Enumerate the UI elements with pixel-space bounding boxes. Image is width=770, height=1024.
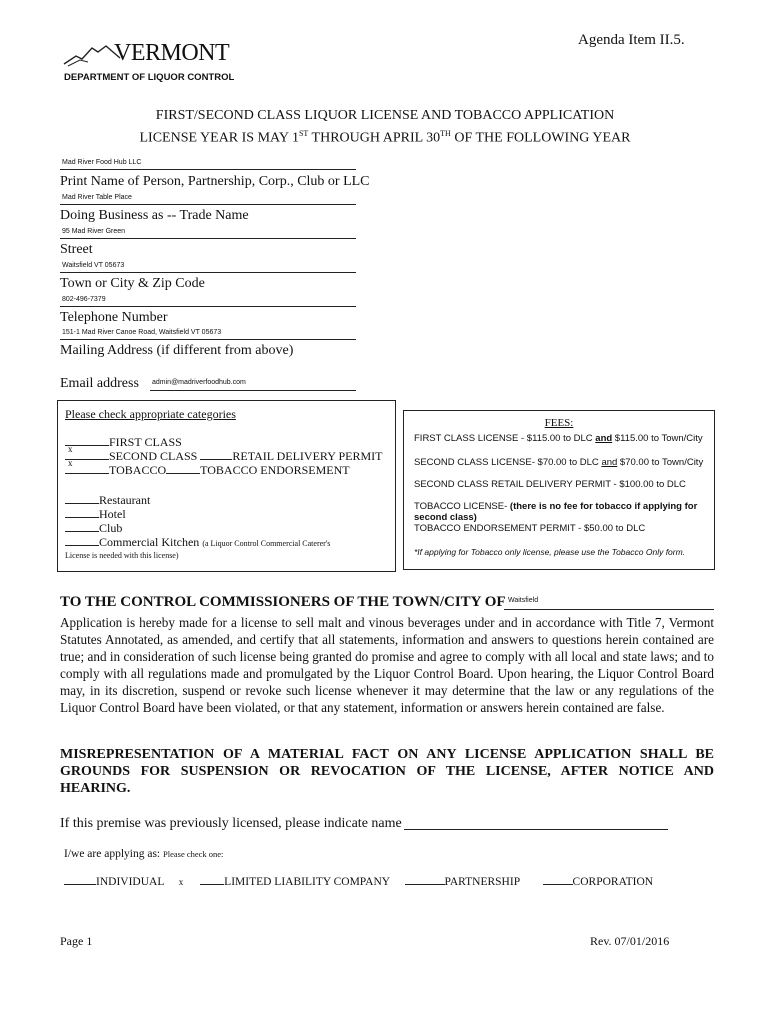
second-class-check[interactable]: x SECOND CLASS RETAIL DELIVERY PERMIT xyxy=(65,449,383,464)
email-label: Email address xyxy=(60,376,139,391)
form-title xyxy=(0,107,770,148)
fee-second-class: SECOND CLASS LICENSE- $70.00 to DLC and $70.00 to Town/City xyxy=(414,457,704,468)
fee-tobacco-endorsement: TOBACCO ENDORSEMENT PERMIT - $50.00 to DLC xyxy=(414,523,646,534)
llc-label: LIMITED LIABILITY COMPANY xyxy=(224,876,390,888)
title-line-2: LICENSE YEAR IS MAY 1ST THROUGH APRIL 30TH OF THE FOLLOWING YEAR xyxy=(139,129,631,146)
agenda-item: Agenda Item II.5. xyxy=(578,32,685,48)
misrepresentation-warning: MISREPRESENTATION OF A MATERIAL FACT ON ANY LICENSE APPLICATION SHALL BE GROUNDS FOR SUSPENSION OR REVOCATION OF THE LICENSE, AFTER NOTICE AND HEARING. xyxy=(60,747,714,796)
hotel-check[interactable] xyxy=(65,507,126,522)
department-name: DEPARTMENT OF LIQUOR CONTROL xyxy=(64,72,235,83)
tobacco-label: TOBACCO xyxy=(109,463,167,477)
retail-delivery-check[interactable] xyxy=(200,459,232,460)
field-label-telephone: Telephone Number xyxy=(60,310,168,325)
tobacco-check[interactable] xyxy=(65,463,350,478)
logo-wordmark: VERMONT xyxy=(114,40,230,66)
hotel-label: Hotel xyxy=(99,507,126,521)
field-label-street: Street xyxy=(60,242,93,257)
entity-options xyxy=(64,876,714,888)
field-value-town-zip[interactable]: Waitsfield VT 05673 xyxy=(62,262,125,269)
partnership-label: PARTNERSHIP xyxy=(444,876,520,888)
field-label-name: Print Name of Person, Partnership, Corp., Club or LLC xyxy=(60,174,370,189)
retail-delivery-label: RETAIL DELIVERY PERMIT xyxy=(232,449,383,463)
field-label-town-zip: Town or City & Zip Code xyxy=(60,276,205,291)
llc-mark: x xyxy=(178,877,184,887)
field-label-mailing: Mailing Address (if different from above) xyxy=(60,343,294,358)
first-class-check[interactable]: x FIRST CLASS xyxy=(65,435,182,450)
corporation-label: CORPORATION xyxy=(572,876,654,888)
club-label: Club xyxy=(99,521,123,535)
fee-first-class: FIRST CLASS LICENSE - $115.00 to DLC and $115.00 to Town/City xyxy=(414,433,703,444)
categories-box xyxy=(57,400,396,572)
club-check[interactable] xyxy=(65,521,122,536)
fee-tobacco: TOBACCO LICENSE- (there is no fee for tobacco if applying for second class) xyxy=(414,501,698,523)
individual-label: INDIVIDUAL xyxy=(96,876,164,888)
applying-as-label: I/we are applying as: Please check one: xyxy=(64,848,224,860)
commercial-kitchen-note: (a Liquor Control Commercial Caterer's xyxy=(202,539,331,548)
corporation-check[interactable] xyxy=(543,884,573,885)
tobacco-endorsement-label: TOBACCO ENDORSEMENT xyxy=(200,463,350,477)
application-statement: Application is hereby made for a license to sell malt and vinous beverages under and in accordance with Title 7, Vermont Statutes Annotated, as amended, and certify that all statements, information and answers to questions herein contained are true; and in consideration of such license being granted do promise and agree to comply with all local and state laws; and to comply with all regulations made and promulgated by the Liquor Control Board. Upon hearing, the Liquor Control Board may, in its discretion, suspend or revoke such license whenever it may determine that the law or any regulations of the Liquor Control Board have been violated, or that any statement, information or answers herein contained are false. xyxy=(60,615,714,715)
fee-note: *If applying for Tobacco only license, please use the Tobacco Only form. xyxy=(414,547,686,557)
field-value-telephone[interactable]: 802-496-7379 xyxy=(62,296,106,303)
town-value[interactable]: Waitsfield xyxy=(508,597,539,604)
individual-check[interactable] xyxy=(64,884,96,885)
field-value-mailing[interactable]: 151-1 Mad River Canoe Road, Waitsfield VT 05673 xyxy=(62,329,222,336)
fees-heading: FEES: xyxy=(544,417,574,429)
mountain-icon xyxy=(62,42,122,68)
previous-license-label: If this premise was previously licensed, please indicate name xyxy=(60,816,402,831)
commercial-kitchen-note-2: License is needed with this license) xyxy=(65,551,179,560)
previous-license-input[interactable] xyxy=(404,829,668,830)
partnership-check[interactable] xyxy=(405,884,445,885)
title-line-1: FIRST/SECOND CLASS LIQUOR LICENSE AND TOBACCO APPLICATION xyxy=(155,108,615,123)
commercial-kitchen-check[interactable] xyxy=(65,535,330,550)
commercial-kitchen-label: Commercial Kitchen xyxy=(99,535,200,549)
field-value-name[interactable]: Mad River Food Hub LLC xyxy=(62,159,142,166)
restaurant-check[interactable] xyxy=(65,493,150,508)
restaurant-label: Restaurant xyxy=(99,493,151,507)
vermont-logo xyxy=(62,40,242,88)
page-number: Page 1 xyxy=(60,934,93,948)
tobacco-endorsement-check[interactable] xyxy=(166,473,200,474)
fee-retail-delivery: SECOND CLASS RETAIL DELIVERY PERMIT - $100.00 to DLC xyxy=(414,479,686,490)
commissioners-heading: TO THE CONTROL COMMISSIONERS OF THE TOWN/CITY OF xyxy=(60,594,506,610)
revision-date: Rev. 07/01/2016 xyxy=(590,934,670,948)
second-class-label: SECOND CLASS xyxy=(109,449,198,463)
fees-box xyxy=(403,410,715,570)
email-value[interactable]: admin@madriverfoodhub.com xyxy=(152,379,246,386)
field-value-street[interactable]: 95 Mad River Green xyxy=(62,228,126,235)
field-label-trade-name: Doing Business as -- Trade Name xyxy=(60,208,249,223)
field-value-trade-name[interactable]: Mad River Table Place xyxy=(62,194,132,201)
llc-check[interactable] xyxy=(200,884,224,885)
first-class-label: FIRST CLASS xyxy=(109,435,182,449)
categories-heading: Please check appropriate categories xyxy=(65,407,236,421)
